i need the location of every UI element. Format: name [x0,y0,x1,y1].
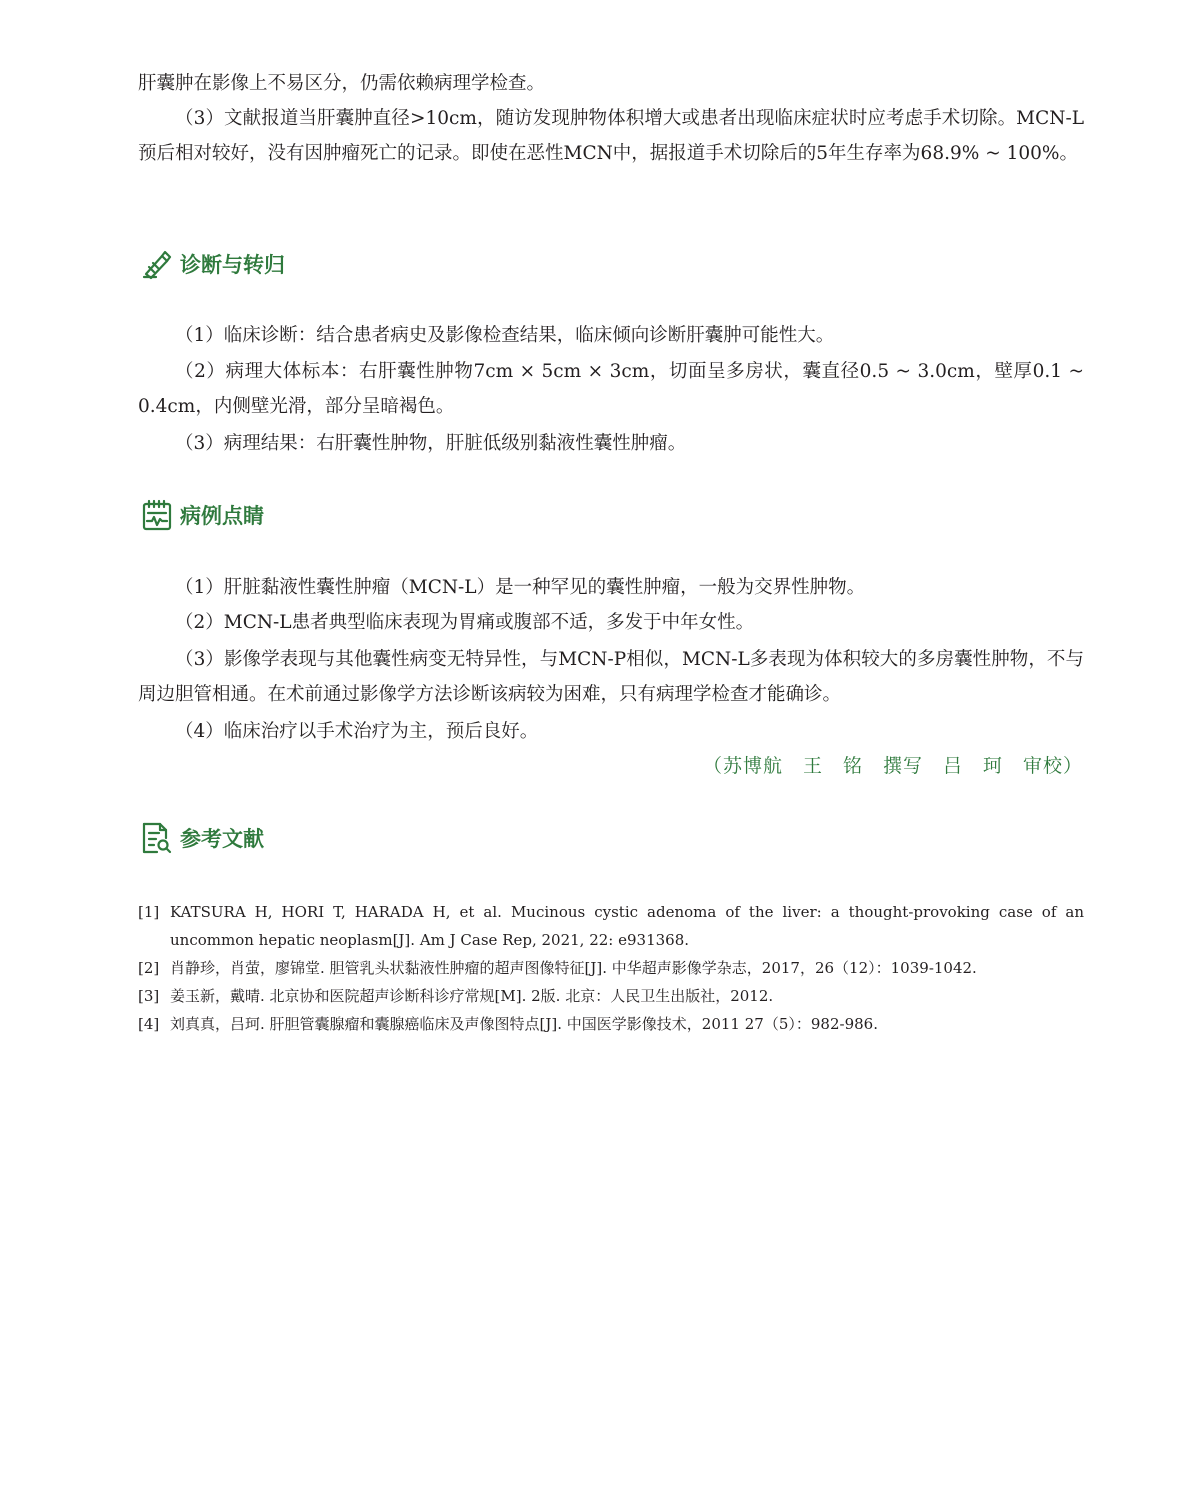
document-search-icon [140,821,174,855]
pen-ruler-icon [140,247,174,281]
reference-text: 肖静珍，肖萤，廖锦堂. 胆管乳头状黏液性肿瘤的超声图像特征[J]. 中华超声影像学杂志，2017，26（12）：1039-1042. [170,959,977,977]
diagnosis-item-3: （3）病理结果：右肝囊性肿物，肝脏低级别黏液性囊性肿瘤。 [175,433,687,454]
reference-list [138,898,1084,1038]
clipboard-pulse-icon [140,498,174,532]
reference-text: 姜玉新，戴晴. 北京协和医院超声诊断科诊疗常规[M]. 2版. 北京：人民卫生出版社，2012. [170,987,774,1005]
diagnosis-item-2: （2）病理大体标本：右肝囊性肿物7cm × 5cm × 3cm，切面呈多房状，囊直径0.5 ~ 3.0cm，壁厚0.1 ~ 0.4cm，内侧壁光滑，部分呈暗褐色。 [138,361,1084,417]
reference-number: [4] [138,1015,160,1033]
paragraph-surgery-note: （3）文献报道当肝囊肿直径>10cm，随访发现肿物体积增大或患者出现临床症状时应考虑手术切除。MCN-L预后相对较好，没有因肿瘤死亡的记录。即使在恶性MCN中，据报道手术切除后的5年生存率为68.9% ~ 100%。 [138,108,1084,164]
section-heading-references [140,818,264,858]
reference-number: [1] [138,903,160,921]
author-credit: （苏博航 王 铭 撰写 吕 珂 审校） [702,755,1083,777]
reference-text: KATSURA H, HORI T, HARADA H, et al. Mucinous cystic adenoma of the liver: a thought-provoking case of an uncommon hepatic neoplasm[J]. Am J Case Rep, 2021, 22: e931368. [170,903,1084,949]
reference-item [138,982,1084,1010]
reference-item [138,1010,1084,1038]
section-title: 病例点睛 [180,504,264,528]
paragraph-continuation: 肝囊肿在影像上不易区分，仍需依赖病理学检查。 [138,73,546,94]
highlight-item-2: （2）MCN-L患者典型临床表现为胃痛或腹部不适，多发于中年女性。 [175,612,755,633]
section-heading-diagnosis [140,244,285,284]
section-title: 参考文献 [180,827,264,851]
diagnosis-item-1: （1）临床诊断：结合患者病史及影像检查结果，临床倾向诊断肝囊肿可能性大。 [175,325,835,346]
highlight-item-4: （4）临床治疗以手术治疗为主，预后良好。 [175,721,539,742]
section-title: 诊断与转归 [180,253,285,277]
reference-item [138,954,1084,982]
reference-item [138,898,1084,954]
highlight-item-3: （3）影像学表现与其他囊性病变无特异性，与MCN-P相似，MCN-L多表现为体积较大的多房囊性肿物，不与周边胆管相通。在术前通过影像学方法诊断该病较为困难，只有病理学检查才能确诊。 [138,649,1084,705]
reference-text: 刘真真，吕珂. 肝胆管囊腺瘤和囊腺癌临床及声像图特点[J]. 中国医学影像技术，2011 27（5）：982-986. [170,1015,878,1033]
reference-number: [3] [138,987,160,1005]
section-heading-highlights [140,495,264,535]
highlight-item-1: （1）肝脏黏液性囊性肿瘤（MCN-L）是一种罕见的囊性肿瘤，一般为交界性肿物。 [175,577,866,598]
reference-number: [2] [138,959,160,977]
